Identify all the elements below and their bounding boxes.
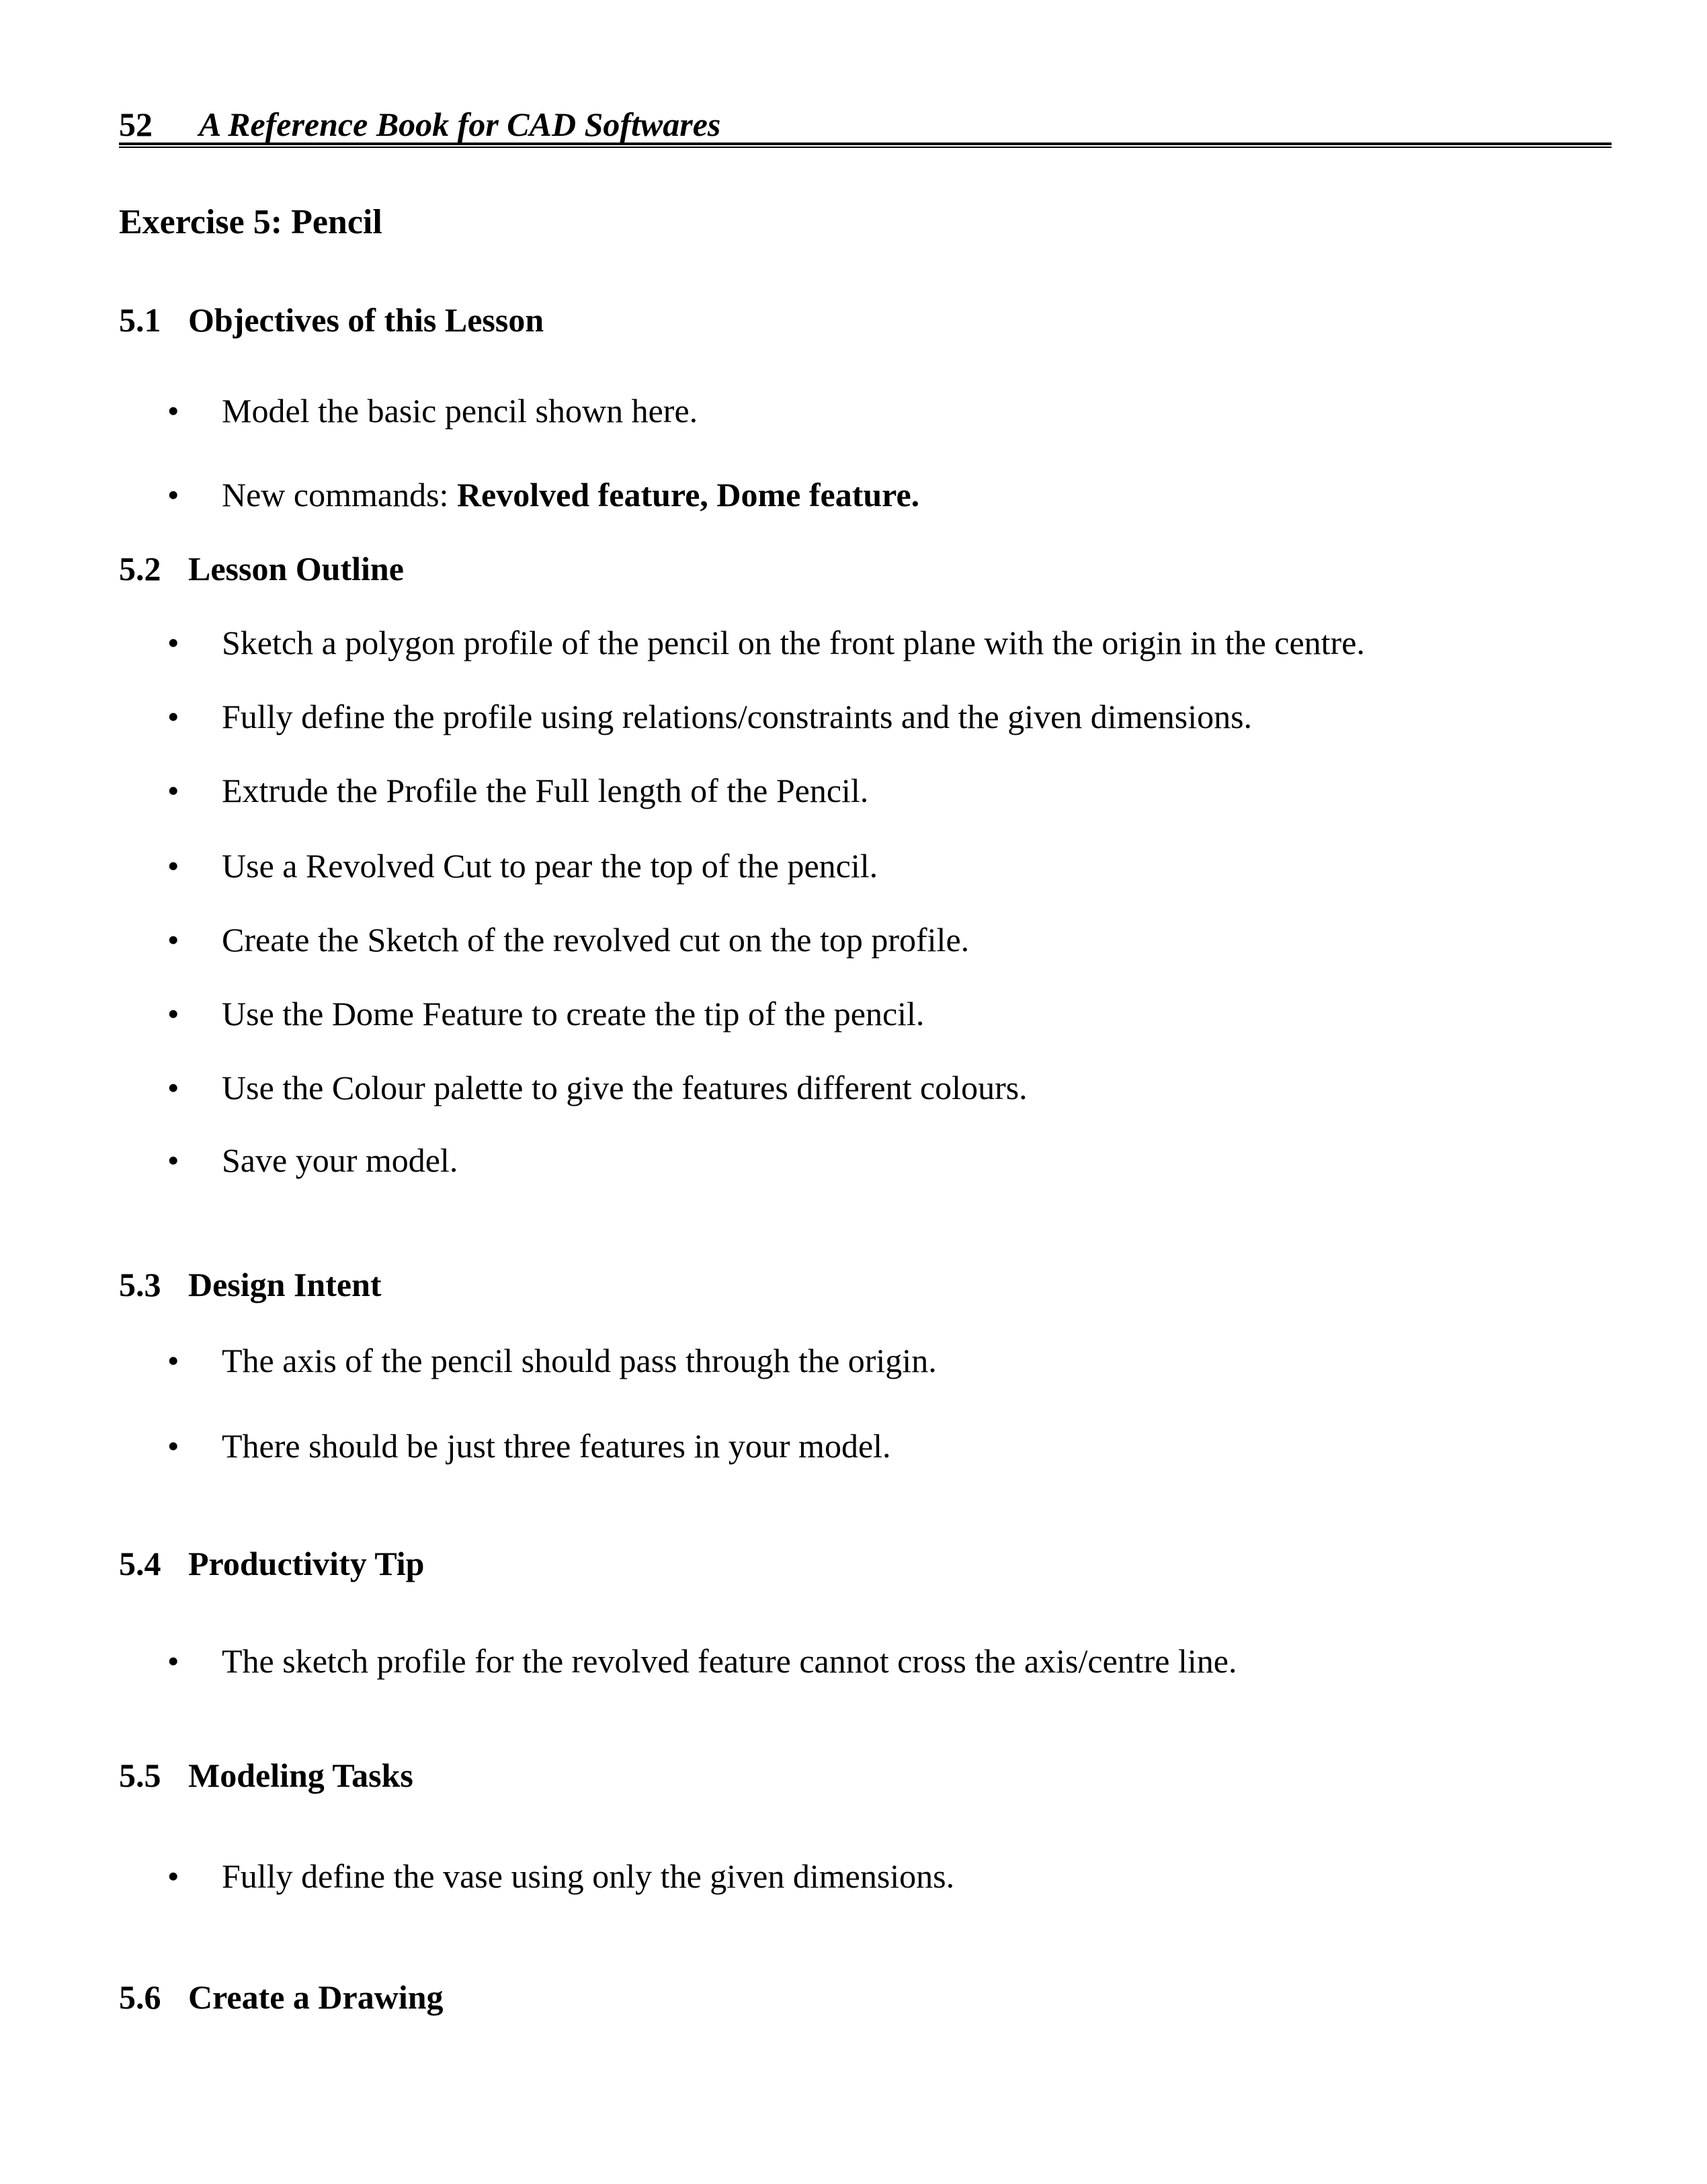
section-number: 5.1 <box>119 301 161 339</box>
book-title: A Reference Book for CAD Softwares <box>199 106 721 143</box>
bullet-text: Model the basic pencil shown here. <box>222 392 698 430</box>
page-number: 52 <box>119 106 153 143</box>
bullet-text: Create the Sketch of the revolved cut on the top profile. <box>222 921 970 959</box>
bullet-text: The sketch profile for the revolved feature cannot cross the axis/centre line. <box>222 1642 1237 1680</box>
bullet-text: Fully define the profile using relations/constraints and the given dimensions. <box>222 698 1253 735</box>
bullet-item <box>119 1426 1612 1465</box>
section-number: 5.5 <box>119 1756 161 1794</box>
bullet-icon: • <box>167 995 179 1033</box>
bullet-text <box>222 476 919 514</box>
bullet-icon: • <box>167 847 179 885</box>
bullet-item <box>119 1642 1612 1681</box>
bullet-item <box>119 1068 1612 1107</box>
section-heading-5-2 <box>119 549 1612 588</box>
bullet-icon: • <box>167 1857 179 1895</box>
section-number: 5.2 <box>119 550 161 588</box>
section-number: 5.3 <box>119 1266 161 1303</box>
bullet-icon: • <box>167 921 179 959</box>
bullet-text: Use the Colour palette to give the features different colours. <box>222 1069 1028 1106</box>
section-title: Productivity Tip <box>188 1545 425 1582</box>
bullet-text: Use a Revolved Cut to pear the top of the pencil. <box>222 847 878 885</box>
bullet-text-regular: New commands: <box>222 476 457 514</box>
bullet-item <box>119 391 1612 430</box>
bullet-icon: • <box>167 624 179 661</box>
bullet-text: Save your model. <box>222 1141 458 1179</box>
section-title: Create a Drawing <box>188 1978 444 2016</box>
bullet-text: Extrude the Profile the Full length of the Pencil. <box>222 772 869 809</box>
section-title: Design Intent <box>188 1266 382 1303</box>
bullet-icon: • <box>167 392 179 430</box>
bullet-item <box>119 846 1612 885</box>
page-header <box>119 108 1612 141</box>
bullet-item <box>119 697 1612 736</box>
section-title: Modeling Tasks <box>188 1756 413 1794</box>
section-heading-5-6 <box>119 1978 1612 2017</box>
section-heading-5-3 <box>119 1265 1612 1304</box>
header-rule <box>119 143 1612 148</box>
bullet-item <box>119 771 1612 810</box>
bullet-icon: • <box>167 1427 179 1465</box>
section-heading-5-4 <box>119 1544 1612 1583</box>
exercise-title: Exercise 5: Pencil <box>119 203 382 241</box>
section-title: Lesson Outline <box>188 550 404 588</box>
section-title: Objectives of this Lesson <box>188 301 544 339</box>
bullet-icon: • <box>167 1342 179 1379</box>
bullet-text: There should be just three features in your model. <box>222 1427 891 1465</box>
section-heading-5-5 <box>119 1756 1612 1795</box>
bullet-icon: • <box>167 1642 179 1680</box>
bullet-item <box>119 475 1612 514</box>
bullet-text: Sketch a polygon profile of the pencil on the front plane with the origin in the centre. <box>222 624 1365 661</box>
page-content <box>119 0 1612 2017</box>
bullet-item <box>119 994 1612 1033</box>
bullet-text-bold: Revolved feature, Dome feature. <box>456 476 920 514</box>
bullet-item <box>119 1341 1612 1380</box>
bullet-icon: • <box>167 476 179 514</box>
bullet-item <box>119 920 1612 959</box>
bullet-icon: • <box>167 772 179 809</box>
bullet-icon: • <box>167 1069 179 1106</box>
bullet-text: Use the Dome Feature to create the tip of the pencil. <box>222 995 925 1033</box>
bullet-icon: • <box>167 698 179 735</box>
bullet-text: Fully define the vase using only the given dimensions. <box>222 1857 955 1895</box>
section-heading-5-1 <box>119 300 1612 339</box>
section-number: 5.4 <box>119 1545 161 1582</box>
section-number: 5.6 <box>119 1978 161 2016</box>
bullet-item <box>119 623 1612 662</box>
bullet-icon: • <box>167 1141 179 1179</box>
bullet-text: The axis of the pencil should pass through the origin. <box>222 1342 937 1379</box>
bullet-item <box>119 1141 1612 1180</box>
bullet-item <box>119 1857 1612 1896</box>
